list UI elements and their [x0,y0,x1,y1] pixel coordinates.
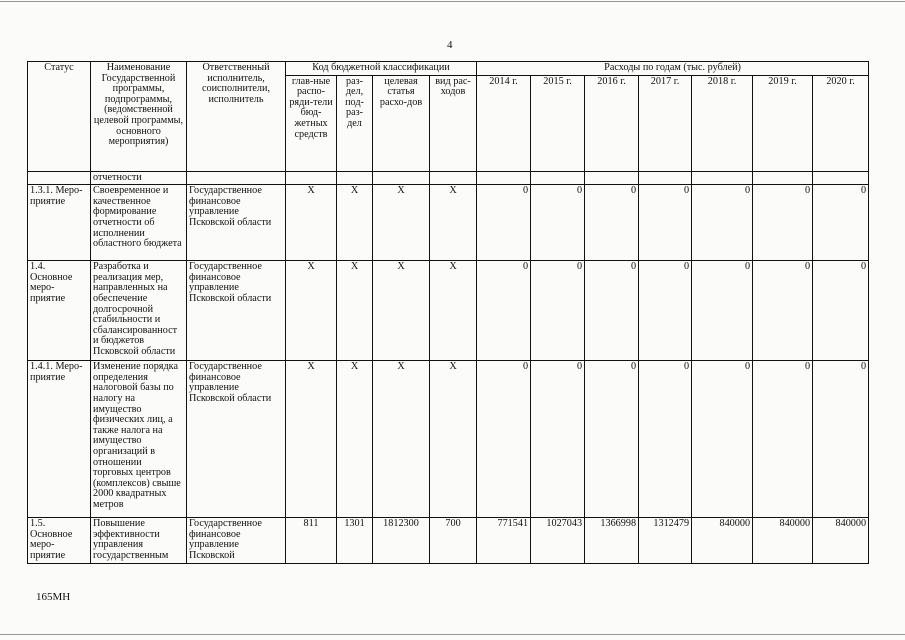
row-year-value: 1312479 [639,518,692,564]
table-cell [28,171,91,185]
row-year-value: 771541 [477,518,531,564]
header-year: 2020 г. [813,75,869,171]
header-year: 2016 г. [585,75,639,171]
scan-edge-top [0,1,905,2]
header-status: Статус [28,62,91,172]
row-code: Х [337,361,373,518]
row-code: Х [286,185,337,261]
row-year-value: 0 [692,361,753,518]
row-code: 811 [286,518,337,564]
row-year-value: 0 [477,185,531,261]
footer-document-code: 165МН [36,591,71,603]
row-year-value: 0 [531,261,585,361]
row-year-value: 0 [585,361,639,518]
row-year-value: 1027043 [531,518,585,564]
row-name: Повышение эффективности управления государственным [91,518,187,564]
row-status: 1.5. Основное меро-приятие [28,518,91,564]
header-year: 2019 г. [753,75,813,171]
table-cell [373,171,430,185]
row-code: 1812300 [373,518,430,564]
table-row-continuation [28,171,869,185]
page-number: 4 [447,39,453,51]
row-year-value: 0 [753,361,813,518]
row-code: Х [373,185,430,261]
row-year-value: 0 [692,261,753,361]
row-status: 1.4. Основное меро-приятие [28,261,91,361]
row-year-value: 0 [753,261,813,361]
row-status: 1.3.1. Меро-приятие [28,185,91,261]
row-name: Разработка и реализация мер, направленных на обеспечение долгосрочной стабильности и сбалансированност и бюджетов Псковской области [91,261,187,361]
header-budget-code-group: Код бюджетной классификации [286,62,477,76]
row-year-value: 0 [753,185,813,261]
row-code: Х [430,361,477,518]
header-responsible: Ответственный исполнитель, соисполнители, исполнитель [187,62,286,172]
row-year-value: 1366998 [585,518,639,564]
table-cell [692,171,753,185]
row-code: Х [373,361,430,518]
scan-edge-bottom [0,634,905,635]
header-year: 2015 г. [531,75,585,171]
row-status: 1.4.1. Меро-приятие [28,361,91,518]
header-code-section: раз-дел, под-раз-дел [337,75,373,171]
header-expenses-group: Расходы по годам (тыс. рублей) [477,62,869,76]
row-year-value: 0 [477,261,531,361]
row-year-value: 0 [585,185,639,261]
row-year-value: 0 [639,185,692,261]
row-code: Х [430,185,477,261]
table-cell [813,171,869,185]
row-code: Х [286,361,337,518]
table-row [28,361,869,518]
row-name: Своевременное и качественное формирование отчетности об исполнении областного бюджета [91,185,187,261]
budget-expenses-table [27,61,869,564]
row-year-value: 0 [639,261,692,361]
table-cell [585,171,639,185]
table-cell [187,171,286,185]
row-year-value: 0 [585,261,639,361]
row-year-value: 0 [692,185,753,261]
table-cell [477,171,531,185]
table-row [28,185,869,261]
row-year-value: 0 [813,185,869,261]
row-responsible: Государственное финансовое управление Псковской области [187,261,286,361]
table-row [28,518,869,564]
row-code: Х [373,261,430,361]
table-cell [337,171,373,185]
row-name: Изменение порядка определения налоговой базы по налогу на имущество физических лиц, а также налога на имущество организаций в отношении торговых центров (комплексов) свыше 2000 квадратных метров [91,361,187,518]
table-body [28,171,869,564]
header-year: 2017 г. [639,75,692,171]
row-code: Х [286,261,337,361]
table-cell [430,171,477,185]
row-responsible: Государственное финансовое управление Псковской области [187,185,286,261]
row-year-value: 0 [813,261,869,361]
row-year-value: 0 [813,361,869,518]
header-name: Наименование Государственной программы, подпрограммы, (ведомственной целевой программы, основного мероприятия) [91,62,187,172]
row-code: 1301 [337,518,373,564]
table-header [28,62,869,172]
header-code-type: вид рас-ходов [430,75,477,171]
table-cell [639,171,692,185]
row-year-value: 0 [477,361,531,518]
table-cell [753,171,813,185]
row-code: Х [337,185,373,261]
row-year-value: 0 [531,185,585,261]
row-code: 700 [430,518,477,564]
row-year-value: 840000 [692,518,753,564]
row-code: Х [337,261,373,361]
table-row [28,261,869,361]
header-code-grbs: глав-ные распо-ряди-тели бюд-жетных средств [286,75,337,171]
header-year: 2018 г. [692,75,753,171]
table-cell [286,171,337,185]
row-year-value: 840000 [813,518,869,564]
continuation-text: отчетности [91,171,187,185]
header-code-target: целевая статья расхо-дов [373,75,430,171]
row-responsible: Государственное финансовое управление Псковской области [187,361,286,518]
row-responsible: Государственное финансовое управление Псковской [187,518,286,564]
row-year-value: 0 [639,361,692,518]
header-year: 2014 г. [477,75,531,171]
table-cell [531,171,585,185]
row-year-value: 0 [531,361,585,518]
row-code: Х [430,261,477,361]
row-year-value: 840000 [753,518,813,564]
